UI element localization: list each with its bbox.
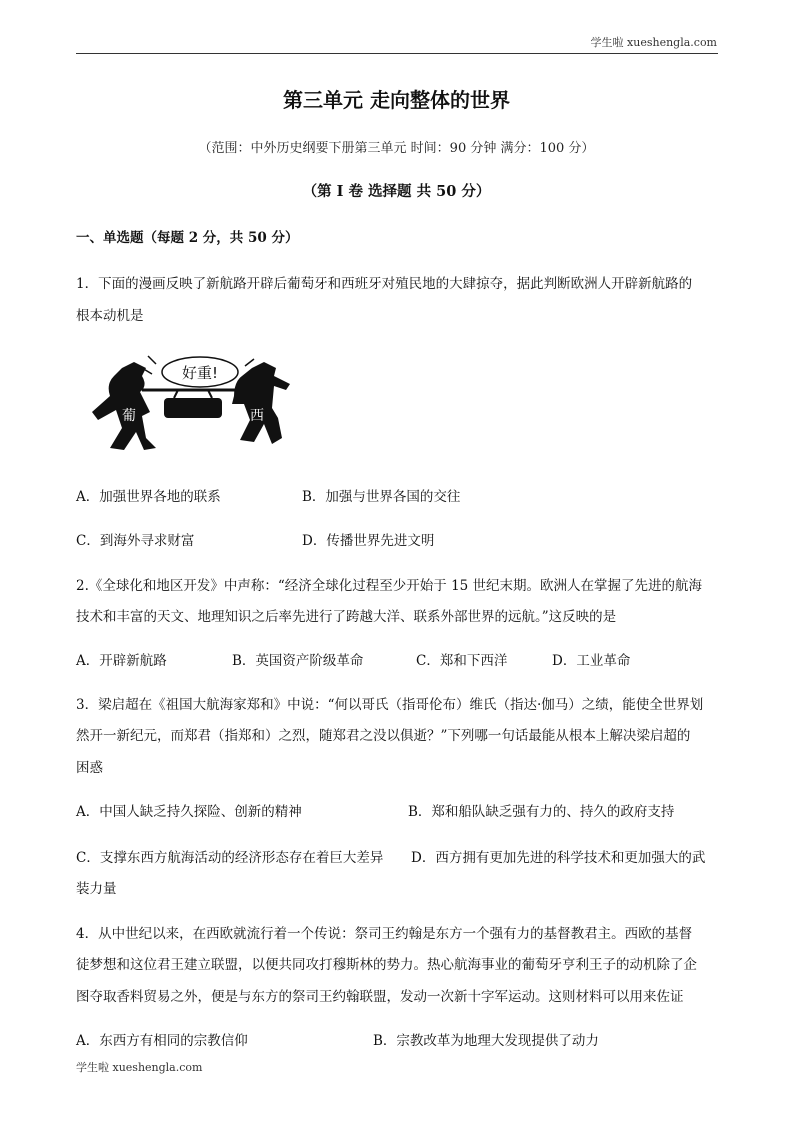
q4-stem-line: 图夺取香料贸易之外，便是与东方的祭司王约翰联盟，发动一次新十字军运动。这则材料可以用来佐证 xyxy=(76,989,684,1005)
q2-option-a: A．开辟新航路 xyxy=(76,653,167,669)
q4-stem-line: 徒梦想和这位君王建立联盟，以便共同攻打穆斯林的势力。热心航海事业的葡萄牙亨利王子的动机除了企 xyxy=(76,957,697,973)
q2-option-d: D．工业革命 xyxy=(552,653,631,669)
q4-option-b: B．宗教改革为地理大发现提供了动力 xyxy=(373,1033,599,1049)
footer-site-text: 学生啦 xueshengla.com xyxy=(76,1061,203,1074)
cartoon-treasure-bag xyxy=(164,398,222,418)
q1-cartoon-image xyxy=(82,352,302,452)
header-site-text: 学生啦 xueshengla.com xyxy=(590,36,717,49)
q3-option-c: C．支撑东西方航海活动的经济形态存在着巨大差异 xyxy=(76,850,384,866)
q3-option-b: B．郑和船队缺乏强有力的、持久的政府支持 xyxy=(408,804,675,820)
q2-stem-line: 2.《全球化和地区开发》中声称：“经济全球化过程至少开始于 15 世纪末期。欧洲人在掌握了先进的航海 xyxy=(76,578,703,594)
header-rule xyxy=(76,53,718,54)
section-heading: （第 I 卷 选择题 共 50 分） xyxy=(302,183,491,200)
cartoon-right-label: 西 xyxy=(250,408,264,424)
q3-stem-line: 3．梁启超在《祖国大航海家郑和》中说：“何以哥氏（指哥伦布）维氏（指达·伽马）之绩，能使全世界划 xyxy=(76,697,704,713)
q1-option-b: B．加强与世界各国的交往 xyxy=(302,489,461,505)
q1-option-c: C．到海外寻求财富 xyxy=(76,533,195,549)
cartoon-right-figure xyxy=(232,362,290,444)
q4-option-a: A．东西方有相同的宗教信仰 xyxy=(76,1033,248,1049)
page-title: 第三单元 走向整体的世界 xyxy=(283,88,510,112)
q1-stem-line: 根本动机是 xyxy=(76,308,144,324)
q2-stem-line: 技术和丰富的天文、地理知识之后率先进行了跨越大洋、联系外部世界的远航。”这反映的是 xyxy=(76,609,617,625)
cartoon-speech-text: 好重! xyxy=(181,364,219,382)
q2-option-c: C．郑和下西洋 xyxy=(416,653,508,669)
cartoon-left-figure xyxy=(92,362,156,450)
q4-stem-line: 4．从中世纪以来，在西欧就流行着一个传说：祭司王约翰是东方一个强有力的基督教君主。西欧的基督 xyxy=(76,926,693,942)
cartoon-left-label: 葡 xyxy=(122,408,136,424)
q2-option-b: B．英国资产阶级革命 xyxy=(232,653,364,669)
q3-stem-line: 然开一新纪元，而郑君（指郑和）之烈，随郑君之没以俱逝？”下列哪一句话最能从根本上解决梁启超的 xyxy=(76,728,691,744)
page-subtitle: （范围：中外历史纲要下册第三单元 时间：90 分钟 满分：100 分） xyxy=(198,141,595,156)
q3-option-d: D．西方拥有更加先进的科学技术和更加强大的武 xyxy=(411,850,706,866)
q3-stem-line: 困惑 xyxy=(76,760,103,776)
q3-option-d-continued: 装力量 xyxy=(76,881,117,897)
part-heading: 一、单选题（每题 2 分，共 50 分） xyxy=(76,230,299,246)
q1-option-a: A．加强世界各地的联系 xyxy=(76,489,221,505)
q1-stem-line: 1．下面的漫画反映了新航路开辟后葡萄牙和西班牙对殖民地的大肆掠夺，据此判断欧洲人开辟新航路的 xyxy=(76,276,693,292)
q3-option-a: A．中国人缺乏持久探险、创新的精神 xyxy=(76,804,302,820)
q1-option-d: D．传播世界先进文明 xyxy=(302,533,435,549)
